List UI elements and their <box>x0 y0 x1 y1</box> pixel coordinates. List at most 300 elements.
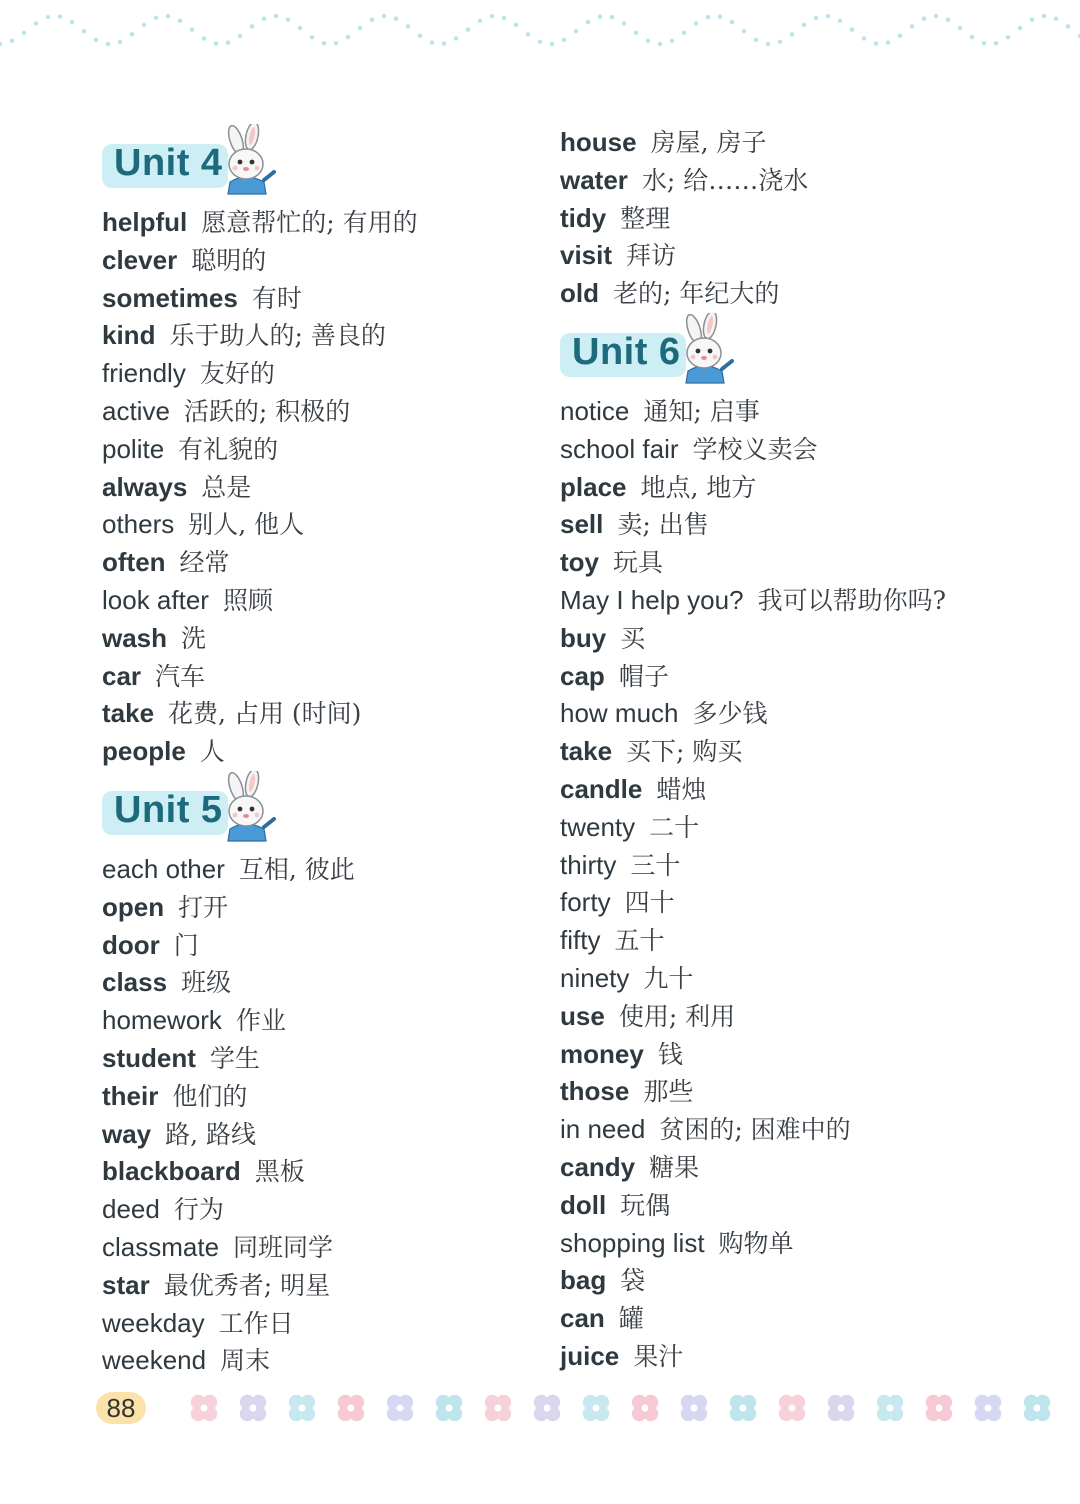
vocab-entry <box>560 1262 1030 1300</box>
english-word: notice <box>560 395 630 426</box>
border-dot <box>934 14 938 18</box>
border-dot <box>658 42 662 46</box>
english-word: buy <box>560 622 607 653</box>
vocab-entry <box>102 355 572 393</box>
vocab-entry <box>560 771 1030 809</box>
english-word: doll <box>560 1189 607 1220</box>
english-word: visit <box>560 240 613 271</box>
vocab-entry <box>102 1229 572 1267</box>
border-dot <box>886 40 890 44</box>
chinese-meaning: 房屋, 房子 <box>650 128 767 157</box>
flower-icon <box>240 1395 266 1421</box>
flower-icon <box>289 1395 315 1421</box>
flower-icon <box>730 1395 756 1421</box>
chinese-meaning: 那些 <box>643 1077 694 1107</box>
border-dot <box>634 31 638 35</box>
chinese-meaning: 行为 <box>173 1195 224 1225</box>
flower-icon <box>436 1395 462 1421</box>
vocab-entry <box>560 200 1030 238</box>
border-dot <box>346 35 350 39</box>
border-dot <box>538 40 542 44</box>
vocab-entry <box>102 695 572 733</box>
vocab-entry <box>102 242 572 280</box>
border-dot <box>370 18 374 22</box>
border-dot <box>802 23 806 27</box>
chinese-meaning: 班级 <box>181 968 232 998</box>
flower-icon <box>975 1395 1001 1421</box>
border-dot <box>406 24 410 28</box>
english-word: shopping list <box>560 1227 705 1258</box>
chinese-meaning: 他们的 <box>172 1081 248 1111</box>
vocab-entry <box>102 1267 572 1305</box>
english-word: water <box>560 164 628 195</box>
border-dot <box>610 15 614 19</box>
border-dot <box>694 21 698 25</box>
border-dot <box>490 14 494 18</box>
border-dot <box>922 17 926 21</box>
vocab-entry <box>102 544 572 582</box>
border-dot <box>574 29 578 33</box>
english-word: each other <box>102 853 225 884</box>
chinese-meaning: 工作日 <box>218 1308 294 1338</box>
english-word: door <box>102 929 160 960</box>
vocab-entry <box>560 998 1030 1036</box>
flower-icon <box>338 1395 364 1421</box>
english-word: look after <box>102 584 209 615</box>
unit-title: Unit 4 <box>114 142 223 184</box>
border-dot <box>1054 17 1058 21</box>
english-word: cap <box>560 660 605 691</box>
border-dot <box>958 26 962 30</box>
chinese-meaning: 通知; 启事 <box>643 396 760 426</box>
english-word: take <box>102 698 155 729</box>
flower-icon <box>1024 1395 1050 1421</box>
border-dot <box>850 27 854 31</box>
chinese-meaning: 玩具 <box>613 548 664 578</box>
english-word: tidy <box>560 202 607 233</box>
border-dot <box>262 17 266 21</box>
flower-icon <box>926 1395 952 1421</box>
english-word: twenty <box>560 811 636 842</box>
vocab-entry <box>560 1300 1030 1338</box>
chinese-meaning: 友好的 <box>199 359 275 389</box>
border-dot <box>166 14 170 18</box>
border-dot <box>58 14 62 18</box>
border-dot <box>106 42 110 46</box>
chinese-meaning: 卖; 出售 <box>617 510 709 540</box>
border-dot <box>550 42 554 46</box>
border-dot <box>334 41 338 45</box>
chinese-meaning: 门 <box>173 930 199 960</box>
vocab-entry <box>560 695 1030 733</box>
chinese-meaning: 钱 <box>657 1039 683 1069</box>
vocab-entry <box>102 964 572 1002</box>
border-dot <box>34 21 38 25</box>
vocab-entry <box>102 733 572 771</box>
border-dot <box>310 35 314 39</box>
chinese-meaning: 买 <box>620 623 646 653</box>
border-dot <box>754 38 758 42</box>
border-dot <box>442 41 446 45</box>
border-dot <box>82 29 86 33</box>
flower-icon <box>779 1395 805 1421</box>
border-dot <box>154 16 158 20</box>
english-word: fifty <box>560 925 601 956</box>
english-word: old <box>560 278 599 309</box>
unit-heading <box>102 771 572 851</box>
chinese-meaning: 打开 <box>178 892 229 922</box>
chinese-meaning: 罐 <box>618 1304 644 1334</box>
vocab-entry <box>560 1111 1030 1149</box>
chinese-meaning: 蜡烛 <box>656 774 707 804</box>
english-word: school fair <box>560 433 679 464</box>
border-dot <box>298 26 302 30</box>
border-dot <box>178 19 182 23</box>
chinese-meaning: 互相, 彼此 <box>238 854 355 884</box>
border-dot <box>838 19 842 23</box>
vocab-entry <box>560 922 1030 960</box>
english-word: sell <box>560 509 604 540</box>
border-dot <box>130 32 134 36</box>
english-word: their <box>102 1080 159 1111</box>
border-dot <box>742 29 746 33</box>
english-word: sometimes <box>102 282 238 313</box>
vocab-entry <box>102 280 572 318</box>
english-word: open <box>102 891 165 922</box>
bunny-mascot-icon <box>214 771 278 843</box>
english-word: always <box>102 471 188 502</box>
chinese-meaning: 拜访 <box>626 241 677 271</box>
flower-icon <box>387 1395 413 1421</box>
chinese-meaning: 愿意帮忙的; 有用的 <box>201 208 418 237</box>
vocab-entry <box>102 1040 572 1078</box>
border-dot <box>1042 14 1046 18</box>
english-word: active <box>102 395 170 426</box>
english-word: how much <box>560 698 679 729</box>
english-word: class <box>102 967 168 998</box>
border-dot <box>562 38 566 42</box>
border-dot <box>862 36 866 40</box>
english-word: May I help you? <box>560 584 744 615</box>
english-word: can <box>560 1303 605 1334</box>
border-dot <box>478 19 482 23</box>
chinese-meaning: 五十 <box>614 926 665 956</box>
border-dot <box>814 16 818 20</box>
english-word: deed <box>102 1194 160 1225</box>
flower-icon <box>534 1395 560 1421</box>
vocab-entry <box>560 1187 1030 1225</box>
chinese-meaning: 总是 <box>201 472 252 502</box>
chinese-meaning: 照顾 <box>222 585 273 615</box>
left-column <box>102 124 572 1380</box>
border-dot <box>418 34 422 38</box>
unit-heading <box>560 313 1030 393</box>
vocab-entry <box>102 1116 572 1154</box>
vocab-entry <box>560 1149 1030 1187</box>
vocab-entry <box>560 1073 1030 1111</box>
border-dot <box>910 24 914 28</box>
dotted-scallop-border <box>0 0 1080 70</box>
border-dot <box>466 27 470 31</box>
vocab-entry <box>102 1002 572 1040</box>
vocab-entry <box>560 582 1030 620</box>
chinese-meaning: 老的; 年纪大的 <box>613 279 780 309</box>
vocab-entry <box>102 582 572 620</box>
bunny-mascot-icon <box>214 124 278 196</box>
border-dot <box>94 38 98 42</box>
vocab-entry <box>560 884 1030 922</box>
flower-icon <box>583 1395 609 1421</box>
chinese-meaning: 周末 <box>220 1346 271 1376</box>
vocab-entry <box>560 544 1030 582</box>
vocab-entry <box>560 620 1030 658</box>
english-word: thirty <box>560 849 617 880</box>
border-dot <box>790 32 794 36</box>
english-word: people <box>102 736 186 767</box>
chinese-meaning: 买下; 购买 <box>626 737 743 767</box>
english-word: kind <box>102 320 156 351</box>
vocab-entry <box>102 620 572 658</box>
border-dot <box>46 15 50 19</box>
chinese-meaning: 汽车 <box>155 661 206 691</box>
chinese-meaning: 多少钱 <box>692 699 768 729</box>
chinese-meaning: 整理 <box>620 203 671 233</box>
chinese-meaning: 帽子 <box>618 661 669 691</box>
english-word: blackboard <box>102 1156 241 1187</box>
border-dot <box>226 40 230 44</box>
vocab-entry <box>102 1342 572 1380</box>
english-word: star <box>102 1269 150 1300</box>
vocab-entry <box>560 431 1030 469</box>
chinese-meaning: 洗 <box>181 623 207 653</box>
border-dot <box>1030 18 1034 22</box>
chinese-meaning: 同班同学 <box>233 1232 334 1262</box>
border-dot <box>946 18 950 22</box>
border-dot <box>0 42 2 46</box>
chinese-meaning: 玩偶 <box>620 1190 671 1220</box>
vocab-entry <box>102 658 572 696</box>
english-word: helpful <box>102 207 188 237</box>
chinese-meaning: 我可以帮助你吗? <box>757 585 946 615</box>
flower-icon <box>632 1395 658 1421</box>
border-dot <box>22 31 26 35</box>
english-word: others <box>102 509 175 540</box>
english-word: clever <box>102 244 178 275</box>
chinese-meaning: 活跃的; 积极的 <box>183 396 351 426</box>
flower-icon <box>877 1395 903 1421</box>
english-word: student <box>102 1042 196 1073</box>
english-word: take <box>560 736 613 767</box>
english-word: candle <box>560 773 643 804</box>
border-dot <box>826 14 830 18</box>
chinese-meaning: 糖果 <box>649 1152 700 1182</box>
vocab-entry <box>102 927 572 965</box>
flower-decoration-row <box>180 1384 1080 1432</box>
chinese-meaning: 经常 <box>179 548 230 578</box>
chinese-meaning: 袋 <box>620 1266 646 1296</box>
english-word: bag <box>560 1265 607 1296</box>
border-dot <box>718 14 722 18</box>
english-word: way <box>102 1118 152 1149</box>
chinese-meaning: 水; 给……浇水 <box>641 165 809 195</box>
border-dot <box>526 32 530 36</box>
english-word: often <box>102 547 166 578</box>
vocab-entry <box>102 506 572 544</box>
chinese-meaning: 果汁 <box>633 1341 684 1371</box>
border-dot <box>994 41 998 45</box>
bunny-mascot-icon <box>672 313 736 385</box>
vocab-entry <box>560 237 1030 275</box>
chinese-meaning: 有礼貌的 <box>178 434 279 464</box>
vocab-entry <box>560 275 1030 313</box>
english-word: place <box>560 471 627 502</box>
chinese-meaning: 黑板 <box>254 1157 305 1187</box>
vocab-entry <box>102 393 572 431</box>
chinese-meaning: 九十 <box>643 963 694 993</box>
border-dot <box>142 23 146 27</box>
chinese-meaning: 学校义卖会 <box>692 434 818 464</box>
english-word: car <box>102 660 142 691</box>
english-word: weekend <box>102 1345 207 1376</box>
chinese-meaning: 有时 <box>251 283 302 313</box>
chinese-meaning: 使用; 利用 <box>618 1001 736 1031</box>
border-dot <box>646 39 650 43</box>
english-word: forty <box>560 887 611 918</box>
chinese-meaning: 作业 <box>235 1006 286 1036</box>
border-dot <box>598 14 602 18</box>
vocab-entry <box>560 162 1030 200</box>
border-dot <box>1006 35 1010 39</box>
vocab-entry <box>560 1036 1030 1074</box>
border-dot <box>622 21 626 25</box>
chinese-meaning: 购物单 <box>718 1228 794 1258</box>
chinese-meaning: 人 <box>199 737 225 767</box>
vocab-entry <box>102 889 572 927</box>
border-dot <box>322 41 326 45</box>
chinese-meaning: 聪明的 <box>191 245 267 275</box>
chinese-meaning: 地点, 地方 <box>640 472 757 502</box>
border-dot <box>898 34 902 38</box>
vocab-entry <box>560 809 1030 847</box>
border-dot <box>10 39 14 43</box>
english-word: ninety <box>560 962 630 993</box>
border-dot <box>394 17 398 21</box>
border-dot <box>670 39 674 43</box>
english-word: candy <box>560 1151 636 1182</box>
right-column <box>560 124 1030 1376</box>
border-dot <box>250 24 254 28</box>
vocab-entry <box>560 960 1030 998</box>
chinese-meaning: 三十 <box>630 850 681 880</box>
english-word: those <box>560 1076 630 1107</box>
english-word: use <box>560 1000 605 1031</box>
border-dot <box>238 34 242 38</box>
english-word: wash <box>102 622 168 653</box>
unit-heading <box>102 124 572 204</box>
flower-icon <box>485 1395 511 1421</box>
chinese-meaning: 二十 <box>649 812 700 842</box>
vocab-entry <box>560 733 1030 771</box>
vocab-entry <box>560 393 1030 431</box>
border-dot <box>970 35 974 39</box>
border-dot <box>286 18 290 22</box>
vocab-entry <box>560 506 1030 544</box>
vocab-entry <box>560 847 1030 885</box>
vocab-entry <box>102 1305 572 1343</box>
english-word: juice <box>560 1340 620 1371</box>
border-dot <box>382 14 386 18</box>
english-word: toy <box>560 547 599 578</box>
border-dot <box>190 27 194 31</box>
vocab-entry <box>102 1078 572 1116</box>
border-dot <box>1066 24 1070 28</box>
vocab-entry <box>560 469 1030 507</box>
chinese-meaning: 花费, 占用 (时间) <box>168 699 362 729</box>
english-word: in need <box>560 1114 646 1145</box>
vocab-entry <box>102 431 572 469</box>
vocab-entry <box>560 1338 1030 1376</box>
english-word: friendly <box>102 358 186 389</box>
border-dot <box>1018 26 1022 30</box>
chinese-meaning: 贫困的; 困难中的 <box>659 1115 851 1145</box>
unit-title: Unit 5 <box>114 788 223 831</box>
border-dot <box>454 36 458 40</box>
border-dot <box>358 26 362 30</box>
vocab-entry <box>102 317 572 355</box>
page-number-badge: 88 <box>96 1392 146 1424</box>
english-word: weekday <box>102 1307 205 1338</box>
english-word: polite <box>102 433 165 464</box>
english-word: classmate <box>102 1231 220 1262</box>
chinese-meaning: 四十 <box>624 888 675 918</box>
border-dot <box>502 16 506 20</box>
flower-icon <box>191 1395 217 1421</box>
border-dot <box>214 41 218 45</box>
border-dot <box>982 41 986 45</box>
vocab-entry <box>102 851 572 889</box>
chinese-meaning: 学生 <box>209 1043 260 1073</box>
flower-icon <box>828 1395 854 1421</box>
border-dot <box>118 40 122 44</box>
vocab-entry <box>560 1225 1030 1263</box>
vocab-entry <box>102 204 572 242</box>
flower-icon <box>681 1395 707 1421</box>
border-dot <box>514 23 518 27</box>
chinese-meaning: 最优秀者; 明星 <box>163 1270 331 1300</box>
english-word: house <box>560 127 637 157</box>
border-dot <box>274 14 278 18</box>
chinese-meaning: 路, 路线 <box>165 1119 257 1149</box>
vocab-entry <box>102 1153 572 1191</box>
vocab-entry <box>560 658 1030 696</box>
border-dot <box>682 31 686 35</box>
vocab-entry <box>102 1191 572 1229</box>
vocab-entry <box>560 124 1030 162</box>
border-dot <box>586 20 590 24</box>
border-dot <box>202 36 206 40</box>
border-dot <box>70 20 74 24</box>
chinese-meaning: 别人, 他人 <box>188 510 305 540</box>
english-word: homework <box>102 1005 222 1036</box>
border-dot <box>766 42 770 46</box>
english-word: money <box>560 1038 644 1069</box>
border-dot <box>874 41 878 45</box>
border-dot <box>430 40 434 44</box>
vocab-entry <box>102 469 572 507</box>
border-dot <box>730 20 734 24</box>
border-dot <box>706 15 710 19</box>
border-dot <box>778 40 782 44</box>
